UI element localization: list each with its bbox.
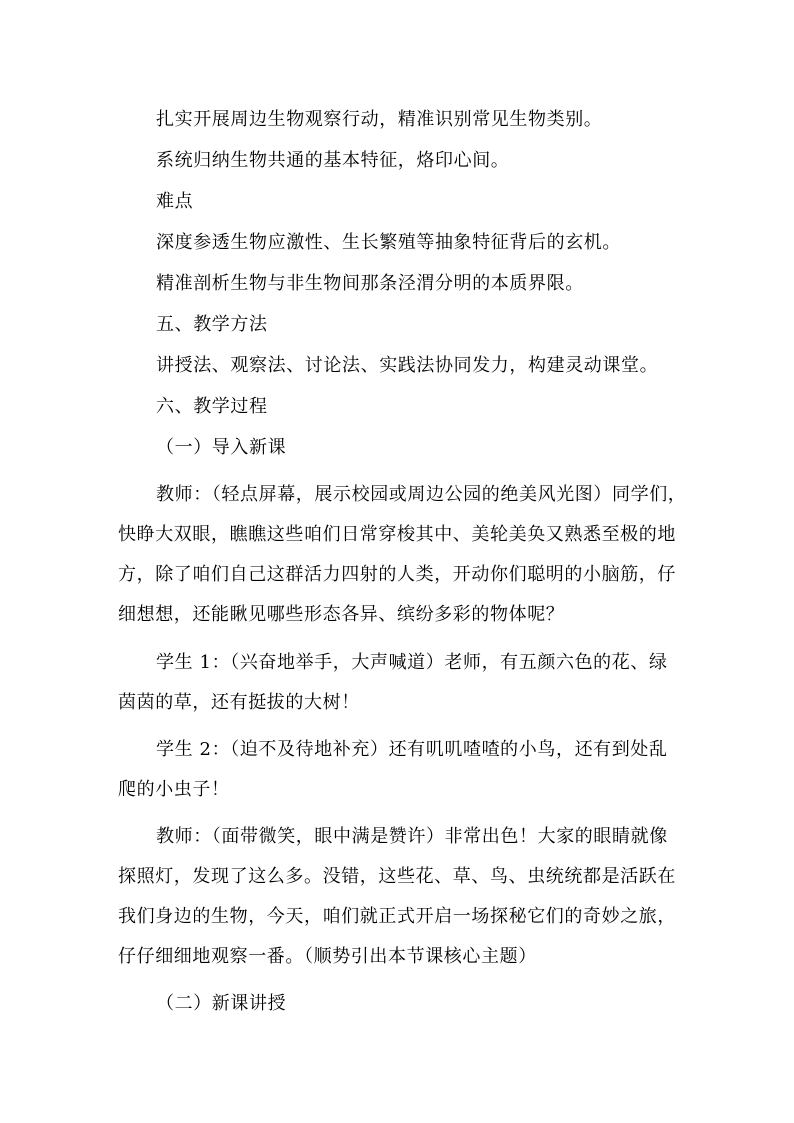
teacher-dialogue-1-line-3: 方，除了咱们自己这群活力四射的人类，开动你们聪明的小脑筋，仔 [118,564,676,585]
heading-teaching-process: 六、教学过程 [156,396,268,417]
teacher-dialogue-2-line-4: 仔仔细细地观察一番。（顺势引出本节课核心主题） [118,946,537,967]
objective-observation: 扎实开展周边生物观察行动，精准识别常见生物类别。 [156,109,603,130]
teacher-dialogue-2-line-2: 探照灯，发现了这么多。没错，这些花、草、鸟、虫统统都是活跃在 [118,866,676,887]
student-2-line-1: 学生 2：（迫不及待地补充）还有叽叽喳喳的小鸟，还有到处乱 [156,739,668,760]
subheading-new-lesson: （二）新课讲授 [156,993,287,1014]
teacher-dialogue-1-line-2: 快睁大双眼，瞧瞧这些咱们日常穿梭其中、美轮美奂又熟悉至极的地 [118,524,676,545]
heading-teaching-methods: 五、教学方法 [156,314,268,335]
teacher-dialogue-2-line-1: 教师：（面带微笑，眼中满是赞许）非常出色！大家的眼睛就像 [156,826,668,847]
student-1-line-1: 学生 1：（兴奋地举手，大声喊道）老师，有五颜六色的花、绿 [156,652,668,673]
teacher-dialogue-1-line-4: 细想想，还能瞅见哪些形态各异、缤纷多彩的物体呢？ [118,604,565,625]
teacher-dialogue-2-line-3: 我们身边的生物，今天，咱们就正式开启一场探秘它们的奇妙之旅， [118,906,676,927]
subheading-introduction: （一）导入新课 [156,437,287,458]
teacher-dialogue-1-line-1: 教师：（轻点屏幕，展示校园或周边公园的绝美风光图）同学们， [156,484,687,505]
objective-characteristics: 系统归纳生物共通的基本特征，烙印心间。 [156,150,510,171]
student-1-line-2: 茵茵的草，还有挺拔的大树！ [118,692,360,713]
teaching-methods-text: 讲授法、观察法、讨论法、实践法协同发力，构建灵动课堂。 [156,355,659,376]
difficulty-abstract-features: 深度参透生物应激性、生长繁殖等抽象特征背后的玄机。 [156,232,621,253]
difficulty-boundary: 精准剖析生物与非生物间那条泾渭分明的本质界限。 [156,273,584,294]
student-2-line-2: 爬的小虫子！ [118,779,230,800]
heading-difficulty: 难点 [156,191,194,212]
